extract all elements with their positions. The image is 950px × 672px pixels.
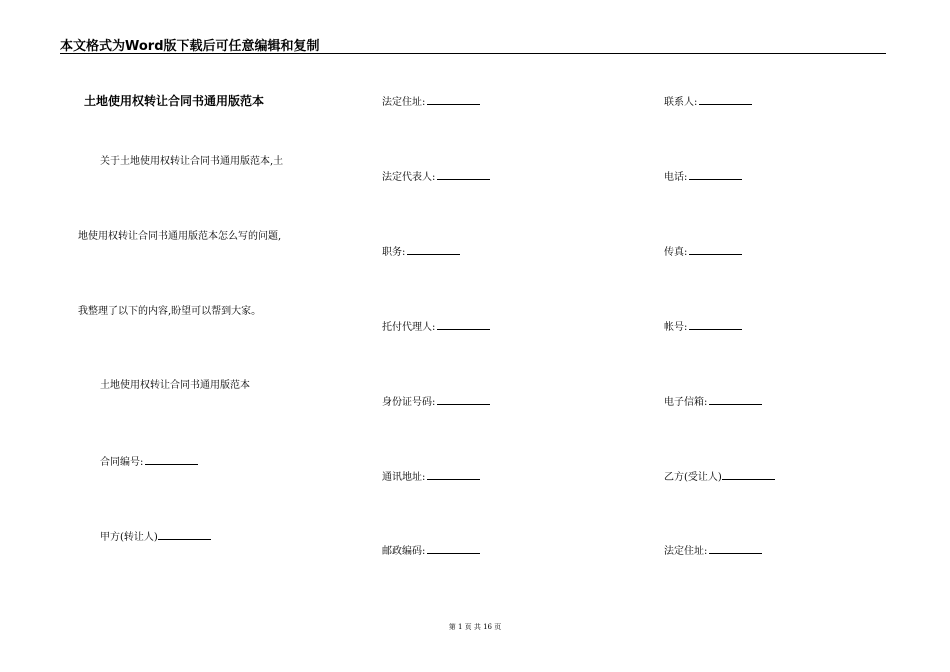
intro-line-3: 我整理了以下的内容,盼望可以帮到大家。 [78, 306, 262, 317]
field-position [382, 245, 460, 259]
field-blank [699, 95, 752, 105]
party-a-blank [158, 530, 211, 540]
field-party-b-legal-address [664, 544, 762, 558]
page-footer: 第 1 页 共 16 页 [448, 623, 502, 631]
field-party-b [664, 470, 775, 484]
intro-line-2: 地使用权转让合同书通用版范本怎么写的问题, [78, 231, 282, 242]
field-blank [437, 395, 490, 405]
field-label: 法定住址: [664, 546, 708, 557]
field-label: 法定代表人: [382, 172, 436, 183]
field-label: 电话: [664, 172, 688, 183]
field-postal-code [382, 544, 480, 558]
document-title: 土地使用权转让合同书通用版范本 [84, 94, 265, 108]
field-blank [437, 170, 490, 180]
field-account [664, 320, 742, 334]
field-fax [664, 245, 742, 259]
field-blank [709, 544, 762, 554]
field-label: 电子信箱: [664, 397, 708, 408]
field-blank [689, 320, 742, 330]
field-blank [722, 470, 775, 480]
field-label: 乙方(受让人) [664, 472, 722, 483]
field-contact [664, 95, 752, 109]
field-label: 邮政编码: [382, 546, 426, 557]
field-blank [427, 95, 480, 105]
field-agent [382, 320, 490, 334]
party-a-label: 甲方(转让人) [100, 532, 158, 543]
contract-number-label: 合同编号: [100, 457, 144, 468]
field-blank [689, 245, 742, 255]
party-a-field [100, 530, 211, 544]
header-text: 本文格式为Word版下载后可任意编辑和复制 [60, 39, 320, 54]
contract-number-field [100, 455, 198, 469]
field-label: 帐号: [664, 322, 688, 333]
field-label: 职务: [382, 247, 406, 258]
field-label: 联系人: [664, 97, 698, 108]
field-id-number [382, 395, 490, 409]
field-blank [437, 320, 490, 330]
subtitle: 土地使用权转让合同书通用版范本 [100, 380, 250, 391]
field-mailing-address [382, 470, 480, 484]
field-legal-address [382, 95, 480, 109]
field-email [664, 395, 762, 409]
field-blank [407, 245, 460, 255]
field-label: 法定住址: [382, 97, 426, 108]
field-blank [709, 395, 762, 405]
field-label: 传真: [664, 247, 688, 258]
field-blank [427, 470, 480, 480]
contract-number-blank [145, 455, 198, 465]
field-blank [427, 544, 480, 554]
page-header [60, 35, 886, 54]
field-blank [689, 170, 742, 180]
field-label: 通讯地址: [382, 472, 426, 483]
field-label: 身份证号码: [382, 397, 436, 408]
field-label: 托付代理人: [382, 322, 436, 333]
field-legal-representative [382, 170, 490, 184]
field-phone [664, 170, 742, 184]
intro-line-1: 关于土地使用权转让合同书通用版范本,土 [100, 156, 284, 167]
